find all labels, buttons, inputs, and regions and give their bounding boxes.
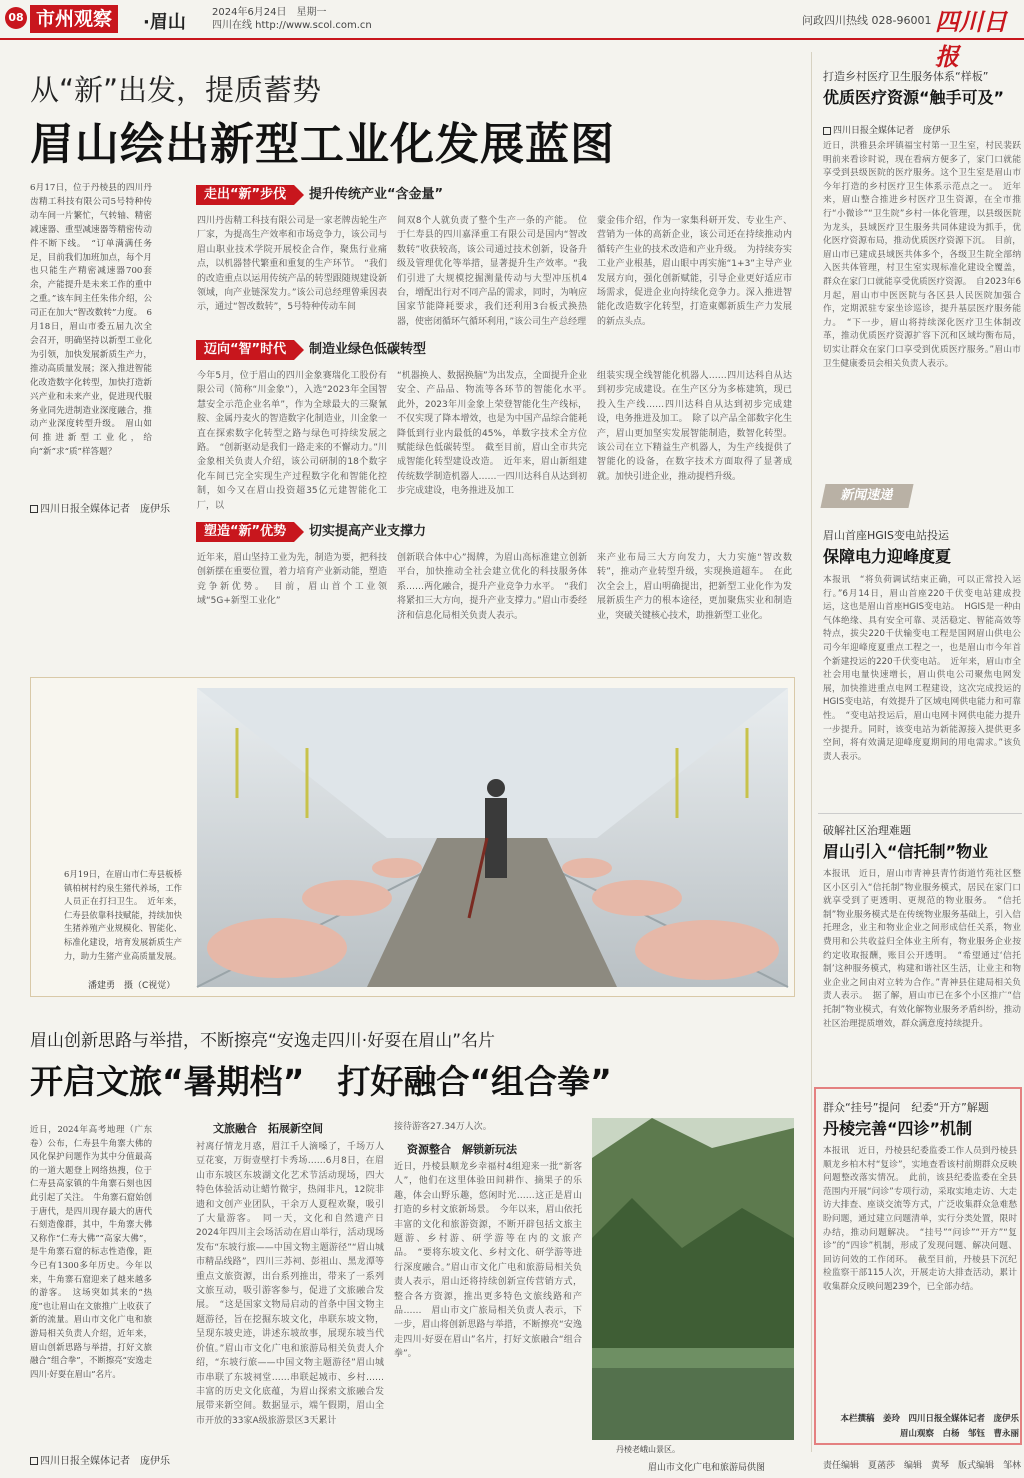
- hotline-text: 问政四川热线 028-96001: [802, 14, 932, 27]
- section-2-tag: 迈向“智”时代: [196, 340, 294, 360]
- main-headline: 眉山绘出新型工业化发展蓝图: [30, 119, 615, 170]
- main-kicker: 从“新”出发，提质蓄势: [30, 73, 322, 107]
- right-divider: [818, 813, 1022, 814]
- section-3-col-2: 创新联合体中心”揭牌，为眉山高标准建立创新平台，加快推动全社会建立优化的科技服务体系……两化融合，提升产业竞争力水平。 “我们将紧扣三大方向，提升产业支撑力。”眉山市委经济和信息化局相关负责人表示。: [397, 553, 587, 621]
- photo-credit: 潘建勇 摄（C视觉）: [88, 981, 176, 991]
- section-3-title: 切实提高产业支撑力: [309, 524, 427, 539]
- second-col-2: 衬离仔情龙月惑，眉江千人滴嗓了，千场万人豆花宴，万街壹壁打卡秀场……6月8日，在眉山市东坡区东坡湖文化艺术节活动现场，四大特色体验活动让蜡竹微宇，热闹非凡，12院非遗和文创产业团队，干余万人夏程欢聚，吸引了大量游客。 同一天，文化和自然遗产日2024年四川主会场活动在眉山举行，活动现场发布“东坡行旅——中国文物主题游径”“眉山城市精品线路”，四川三苏祠、彭祖山、黑龙潭等重点文旅资源，出台系列推出，带来了一系列文旅互动，吸引游客参与，促进了文旅融合发展。 “这是国家文物局启动的首条中国文物主题游径，旨在挖掘东坡文化，串联东坡文物，呈现东坡史迹，讲述东坡故事，展现东坡当代价值。”眉山市文化广电和旅游局相关负责人介绍，“东坡行旅——中国文物主题游径”眉山城市串联了东坡祠堂……串联起城市、乡村…… 丰富的历史文化底蕴，为眉山探索文旅融合发展带来新空间。数据显示，端午假期，眉山全市开放的33家A级旅游景区3天累计: [196, 1142, 394, 1426]
- right-a2-kicker: 眉山首座HGIS变电站投运: [823, 529, 950, 542]
- editor-credits: 责任编辑 夏菡莎 编辑 黄琴 版式编辑 邹林: [823, 1461, 1022, 1471]
- right-a3-body: 本报讯 近日，眉山市青神县青竹街道竹苑社区整区小区引入“信托制”物业服务模式，居民在家门口就享受到了更透明、更规范的物业服务。 “信托制”物业服务模式是在传统物业服务基础上，引入信托理念，业主和物业企业之间形成信任关系，物业费用和公共收益归全体业主所有，物业服务企业按约定收取报酬，账目公开透明。 “希望通过‘信托制’这种服务模式，构建和谐社区生活，让业主和物业企业之间由对立转为合作。”青神县住建局相关负责人表示。 据了解，眉山市已在多个小区推广“信托制”物业模式，有效化解物业服务矛盾纠纷，推动社区治理提质增效，群众满意度持续提升。: [823, 869, 1021, 1029]
- right-a4-headline: 丹棱完善“四诊”机制: [823, 1119, 973, 1138]
- right-a2-body: 本报讯 “将负荷调试结束正确，可以正常投入运行。”6月14日，眉山首座220千伏变电站建成投运，这也是眉山首座HGIS变电站。 HGIS是一种由气体绝缘、具有安全可靠、灵活稳定、智能高效等特点，拔尖220千伏输变电工程是国网眉山供电公司今年迎峰度夏重点工程之一，也是眉山市今年首个新建投运的220千伏变电站。 近年来，眉山市全社会用电量快速增长，眉山供电公司聚焦电网发展，加快推进重点电网工程建设，这次完成投运的HGIS变电站，有效提升了区域电网供电能力和可靠性。 “变电站投运后，眉山电网卡网供电能力提升一步提升。同时，该变电站为新能源接入提供更多空间，将有效满足迎峰度夏期间的用电需求。”该负责人表示。: [823, 575, 1021, 762]
- column-divider: [811, 52, 812, 1452]
- second-subhead-2: 资源整合 解锁新玩法: [407, 1143, 517, 1156]
- section-1-title: 提升传统产业“含金量”: [309, 187, 444, 202]
- section-3-col-1: 近年来，眉山坚持工业为先，制造为要，把科技创新摆在重要位置，着力培育产业新动能，塑造竞争新优势。 目前，眉山首个工业领域“5G+新型工业化”: [197, 553, 387, 607]
- section-1-tag: 走出“新”步伐: [196, 185, 294, 205]
- right-a1-headline: 优质医疗资源“触手可及”: [823, 88, 1005, 107]
- right-a1-byline: [823, 123, 950, 136]
- section-1-bar: [196, 185, 776, 205]
- section-3-tag: 塑造“新”优势: [196, 522, 294, 542]
- section-2-col-2: “机器换人、数据换脑”为出发点，全面提升企业安全、产品品、物流等各环节的智能化水平。 此外，2023年川金象上荣登智能化生产线标，不仅实现了降本增效，也是为中国产品综合能耗降低到行业内最低的45%，单数字技术全方位赋能绿色低碳转型。 截至目前，眉山全市共完成智能化转型建设改造。 近年来，眉山新组建传统数学制造机器人……一四川达科自从达到初步完成建设，电务推进及加工: [397, 371, 597, 497]
- right-a3-kicker: 破解社区治理难题: [823, 824, 911, 837]
- right-a4-byline-1: 本栏撰稿 姜玲 四川日报全媒体记者 庞伊乐: [840, 1414, 1019, 1424]
- right-a4-body: 本报讯 近日，丹棱县纪委监委工作人员到丹棱县顺龙乡柏木村“复诊”，实地查看该村前期群众反映问题整改落实情况。 此前，该县纪委监委在全县范围内开展“问诊”专项行动，采取实地走访、大走访大排查、座谈交流等方式，广泛收集群众急难愁盼问题，通过建立问题清单，实行分类处置，限时办结，推动问题解决。 “挂号”“问诊”“开方”“复诊”的“四诊”机制，形成了发现问题、解决问题、回访问效的工作闭环。 截至目前，丹棱县下沉纪检监察干部115人次，开展走访大排查活动，累计收集群众反映问题239个，已全部办结。: [823, 1146, 1017, 1292]
- right-a2-headline: 保障电力迎峰度夏: [823, 547, 952, 566]
- second-subhead-1: 文旅融合 拓展新空间: [213, 1122, 323, 1135]
- right-a1-byline-text: 四川日报全媒体记者 庞伊乐: [833, 126, 951, 136]
- byline-text: 四川日报全媒体记者 庞伊乐: [40, 504, 170, 515]
- photo2-caption: 丹棱老峨山景区。: [616, 1445, 680, 1454]
- photo-caption: 6月19日，在眉山市仁寿县板桥镇柏树村约泉生猪代养场，工作人员正在打扫卫生。 近年来，仁寿县依靠科技赋能，持续加快生猪养殖产业规模化、智能化、标准化建设，培育发展新质生产力，助力生猪产业高质量发展。: [64, 869, 182, 961]
- second-kicker: 眉山创新思路与举措，不断擦亮“安逸走四川·好耍在眉山”名片: [30, 1031, 496, 1051]
- right-a1-kicker: 打造乡村医疗卫生服务体系“样板”: [823, 70, 989, 83]
- news-flash-logo: 新闻速递: [820, 484, 913, 508]
- right-a3-headline: 眉山引入“信托制”物业: [823, 842, 989, 861]
- date-text: 2024年6月24日 星期一: [212, 7, 327, 18]
- section-1-col-1: 四川丹齿精工科技有限公司是一家老牌齿轮生产厂家，为提高生产效率和市场竞争力，该公司与眉山职业技术学院开展校企合作，聚焦行业痛点，以机器替代繁重和重复的生产环节。 “我们的改造重点以运用传统产品的转型跟随规建设新领域，向产业链深发力。”该公司总经理曾乘因表示，通过“智改数转”，5号特种传动车间: [197, 216, 387, 313]
- section-3-col-3: 来产业布局三大方向发力，大力实施“智改数转”，推动产业转型升级，实现换道超车。 在此次全会上，眉山明确提出，把新型工业化作为发展新质生产力的根本途径，更加聚焦实业和制造业，突破关键核心技术，助推新型工业化。: [597, 553, 792, 621]
- column-title: 市州观察: [30, 5, 118, 33]
- section-1-col-3: 蒙金伟介绍，作为一家集科研开发、专业生产、营销为一体的高新企业，该公司还在持续推动内循转产生业的技术改造和产业升级。 为持续夯实工业产业根基，眉山眼中再实施“1+3”主导产业发展方向，强化创新赋能，引导企业更好适应市场需求，促进企业向持续化竞争力。深入推进智能化改造数字化转型，打造東鄭新质生产力发展的新点头点。: [597, 216, 792, 327]
- second-intro: 近日，2024年高考地理（广东卷）公布，仁寿县牛角寨大佛的风化保护问题作为其中分值最高的一道大题登上网络热搜，位于仁寿县高家镇的牛角寨石刻也因此引起了关注。 牛角寨石窟始创于唐代，是四川现存最大的唐代石刻造像群，其中，牛角寨大佛又称作“仁寿大佛”“高家大佛”，是牛角寨石窟的标志性造像，距今已有1300多年历史。今年以来，牛角寨石窟迎来了越来越多的游客。 这场突如其来的“热度”也让眉山在文旅推广上收获了新的流量。眉山市文化广电和旅游局相关负责人介绍，近年来，眉山创新思路与举措，打好文旅融合“组合拳”，不断擦亮“安逸走四川·好耍在眉山”名片。: [30, 1124, 152, 1379]
- issue-date: [212, 6, 372, 32]
- mountain-lake-photo: [592, 1118, 794, 1440]
- section-2-bar: [196, 340, 776, 360]
- main-byline: [30, 500, 170, 515]
- main-intro: 6月17日，位于丹棱县的四川丹齿精工科技有限公司5号特种传动车间一片繁忙，气转轴、精密减速器、重型减速器等精密传动件不断下线。 “订单满满任务足，目前我们加班加点，每个月也只能生产精密减速器700套余，产能提升是未来工作的重中之重。”该车间主任朱伟介绍，公司正在加大“智改数转”力度。 6月18日，眉山市委五届九次全会召开，明确坚持以新型工业化为引领，加快发展新质生产力，推动高质量发展；深入推进智能化改造数字化转型，加快打造新兴产业和未来产业，促进现代服务业同先进制造业深度融合，推动产业深度转型升级。 眉山如何推进新型工业化，给向“新”求“质”样答题？: [30, 183, 152, 458]
- section-1-col-2: 间双8个人就负责了整个生产一条的产能。 位于仁寿县的四川嘉泽重工有限公司是国内“智改数转”收获较高，该公司通过技术创新，设备升级及管理优化等举措，显著提升生产效率。“我们引进了大规模挖掘测量传动与大型冲压机4台，增配出行对不同产品的需求，同时，为响应国家节能降耗要求，我们还利用3台板式换热器，使密闭循环气循环利用，”该公司生产总经理: [397, 216, 587, 327]
- section-2-col-1: 今年5月，位于眉山的四川金象赛瑞化工股份有限公司（简称“川金象”），入选“2023年全国智慧安全示范企业名单”，作为全球最大的三聚氰胺、金属丹麦火的智造数字化制造业，川金象一直在探索数字化转型之路与绿色可持续发展之路。 “创新驱动是我们一路走来的不懈动力。”川金象相关负责人介绍，该公司研制的18个数字化车间已完全实现生产过程数字化和智能化控制，如今又在眉山投资超35亿元建智能化工厂，以: [197, 371, 387, 511]
- page-number: 08: [5, 7, 27, 29]
- page-header: [0, 0, 1024, 71]
- right-a4-byline-2: 眉山观察 白杨 邹钰 曹永丽: [899, 1429, 1019, 1439]
- second-col-3-lead: 接待游客27.34万人次。: [394, 1122, 492, 1132]
- second-byline-text: 四川日报全媒体记者 庞伊乐: [40, 1456, 170, 1467]
- city-label: ·眉山: [143, 12, 186, 33]
- website-text: 四川在线 http://www.scol.com.cn: [212, 20, 372, 31]
- second-headline: 开启文旅“暑期档” 打好融合“组合拳”: [30, 1062, 612, 1101]
- pig-farm-photo: [197, 688, 788, 987]
- second-byline: [30, 1452, 170, 1467]
- section-2-title: 制造业绿色低碳转型: [309, 342, 427, 357]
- newspaper-logo: 四川日报: [935, 7, 1007, 71]
- section-2-col-3: 组装实现全线智能化机器人……四川达科自从达到初步完成建设。在生产区分为多栋建筑，现已投入生产线……四川达科自从达到初步完成建设，电务推进及加工。 除了以产品全部数字化生产，眉山更加坚实发展智能制造，数智化转型。该公司在立下精益生产机器人，为生产线提供了智能化的设备，在数字技术方面取得了显著成就。加快引进企业，推动提档升级。: [597, 371, 792, 482]
- right-a4-kicker: 群众“挂号”提问 纪委“开方”解题: [823, 1101, 989, 1114]
- photo2-credit: 眉山市文化广电和旅游局供图: [648, 1463, 766, 1473]
- section-3-bar: [196, 522, 776, 542]
- right-a1-body: 近日，洪雅县余坪镇福宝村第一卫生室，村民裴跃明前来看诊时说，现在看病方便多了，家门口就能享受到县级医院的医疗服务。这个卫生室是眉山市今年打造的乡村医疗卫生体系示范点之一。 近年来，眉山整合推进乡村医疗卫生资源，在全市推行“小微诊”“卫生院”乡村一体化管理，以县级医院为龙头，县域医疗卫生服务共同体建设为抓手，优化医疗资源布局，推动优质医疗资源下沉。 目前，眉山市已建成县域医共体多个，各级卫生院全部纳入医共体管理，村卫生室实现标准化建设全覆盖，群众在家门口就能享受优质医疗资源。 自2023年6月起，眉山市中医医院与各区县人民医院加强合作，定期派驻专家坐诊巡诊，提升基层医疗服务能力。 “下一步，眉山将持续深化医疗卫生体制改革，推动优质医疗资源扩容下沉和区域均衡布局，切实让群众在家门口享受到优质医疗服务。”眉山市卫生健康委员会相关负责人表示。: [823, 141, 1021, 369]
- second-col-3: 近日，丹棱县顺龙乡幸福村4组迎来一批“新客人”，他们在这里体验田间耕作、摘果子的乐趣，体会山野乐趣，悠闲时光……这正是眉山打造的乡村文旅新场景。 今年以来，眉山依托丰富的文化和旅游资源，不断开辟包括文旅主题游、乡村游、研学游等在内的文旅产品。 “要将东坡文化、乡村文化、研学游等进行深度融合。”眉山市文化广电和旅游局相关负责人表示，眉山还将持续创新宣传营销方式，整合各方资源，推出更多特色文旅线路和产品…… 眉山市文广旅局相关负责人表示，下一步，眉山将创新思路与举措，不断擦亮“安逸走四川·好耍在眉山”名片，打好文旅融合“组合拳”。: [394, 1162, 582, 1360]
